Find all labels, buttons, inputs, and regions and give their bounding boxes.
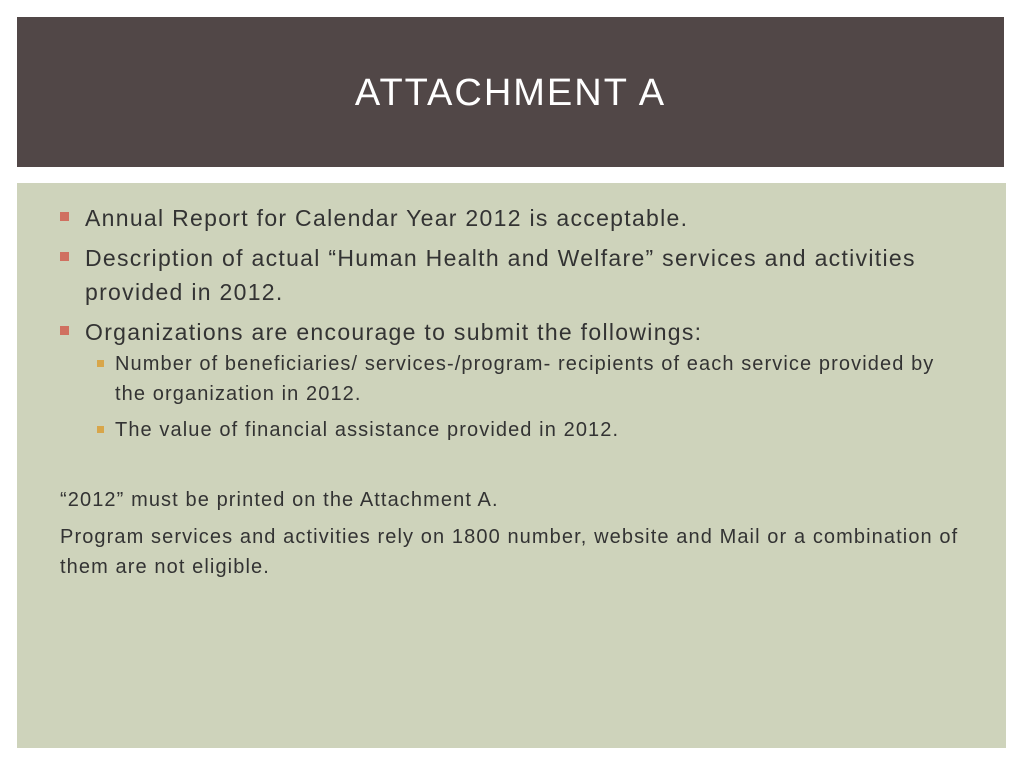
note-text: “2012” must be printed on the Attachment A.	[60, 489, 499, 511]
sub-bullet-list	[85, 349, 966, 445]
bullet-item	[60, 201, 966, 235]
content-panel	[17, 183, 1006, 748]
note-text: Program services and activities rely on 1800 number, website and Mail or a combination of them are not eligible.	[60, 526, 959, 578]
bullet-text: Annual Report for Calendar Year 2012 is acceptable.	[85, 205, 689, 231]
sub-bullet-item	[97, 415, 966, 445]
bullet-item	[60, 241, 966, 309]
square-bullet-icon	[60, 212, 69, 221]
square-bullet-icon	[60, 252, 69, 261]
sub-bullet-item	[97, 349, 966, 409]
bullet-text: Organizations are encourage to submit the followings:	[85, 319, 703, 345]
bullet-text: Description of actual “Human Health and Welfare” services and activities provided in 2012.	[85, 245, 916, 305]
sub-bullet-text: The value of financial assistance provided in 2012.	[115, 419, 620, 441]
bullet-list	[60, 201, 966, 445]
square-sub-bullet-icon	[97, 360, 104, 367]
square-bullet-icon	[60, 326, 69, 335]
sub-bullet-text: Number of beneficiaries/ services-/program- recipients of each service provided by the organization in 2012.	[115, 353, 935, 405]
bullet-item	[60, 315, 966, 445]
square-sub-bullet-icon	[97, 426, 104, 433]
title-bar	[17, 17, 1004, 167]
notes	[60, 485, 966, 582]
slide-title: ATTACHMENT A	[354, 71, 667, 114]
